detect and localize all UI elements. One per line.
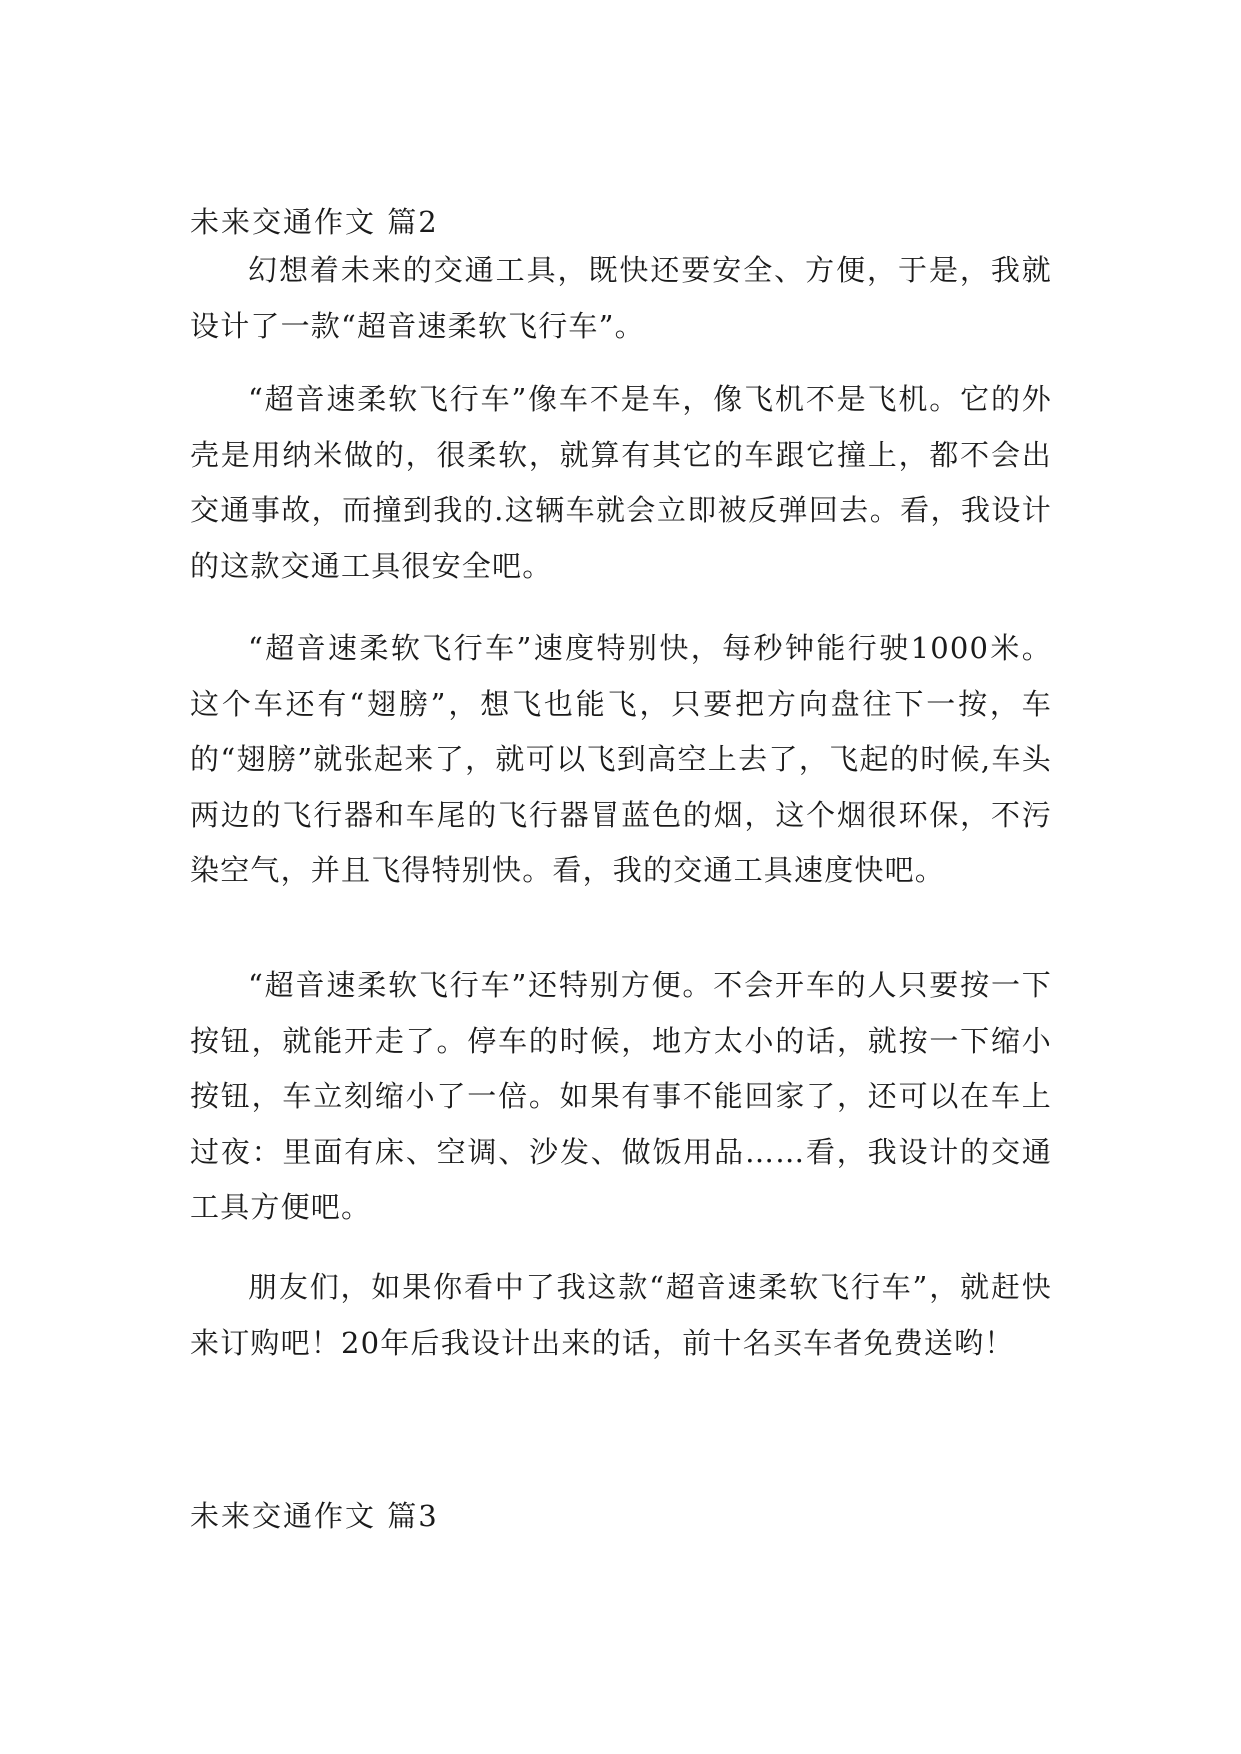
paragraph-1: 幻想着未来的交通工具，既快还要安全、方便，于是，我就设计了一款“超音速柔软飞行车”。	[190, 253, 1052, 343]
paragraph-5: 朋友们，如果你看中了我这款“超音速柔软飞行车”，就赶快来订购吧！20年后我设计出来的话，前十名买车者免费送哟！	[190, 1270, 1052, 1360]
section-2-title: 未来交通作文 篇2	[190, 205, 439, 239]
section-3-title: 未来交通作文 篇3	[190, 1499, 439, 1533]
paragraph-3: “超音速柔软飞行车”速度特别快，每秒钟能行驶1000米。这个车还有“翅膀”，想飞也能飞，只要把方向盘往下一按，车的“翅膀”就张起来了，就可以飞到高空上去了，飞起的时候,车头两边的飞行器和车尾的飞行器冒蓝色的烟，这个烟很环保，不污染空气，并且飞得特别快。看，我的交通工具速度快吧。	[190, 631, 1052, 887]
paragraph-2: “超音速柔软飞行车”像车不是车，像飞机不是飞机。它的外壳是用纳米做的，很柔软，就算有其它的车跟它撞上，都不会出交通事故，而撞到我的.这辆车就会立即被反弹回去。看，我设计的这款交通工具很安全吧。	[190, 382, 1052, 583]
paragraph-4: “超音速柔软飞行车”还特别方便。不会开车的人只要按一下按钮，就能开走了。停车的时候，地方太小的话，就按一下缩小按钮，车立刻缩小了一倍。如果有事不能回家了，还可以在车上过夜：里面有床、空调、沙发、做饭用品……看，我设计的交通工具方便吧。	[190, 968, 1052, 1224]
